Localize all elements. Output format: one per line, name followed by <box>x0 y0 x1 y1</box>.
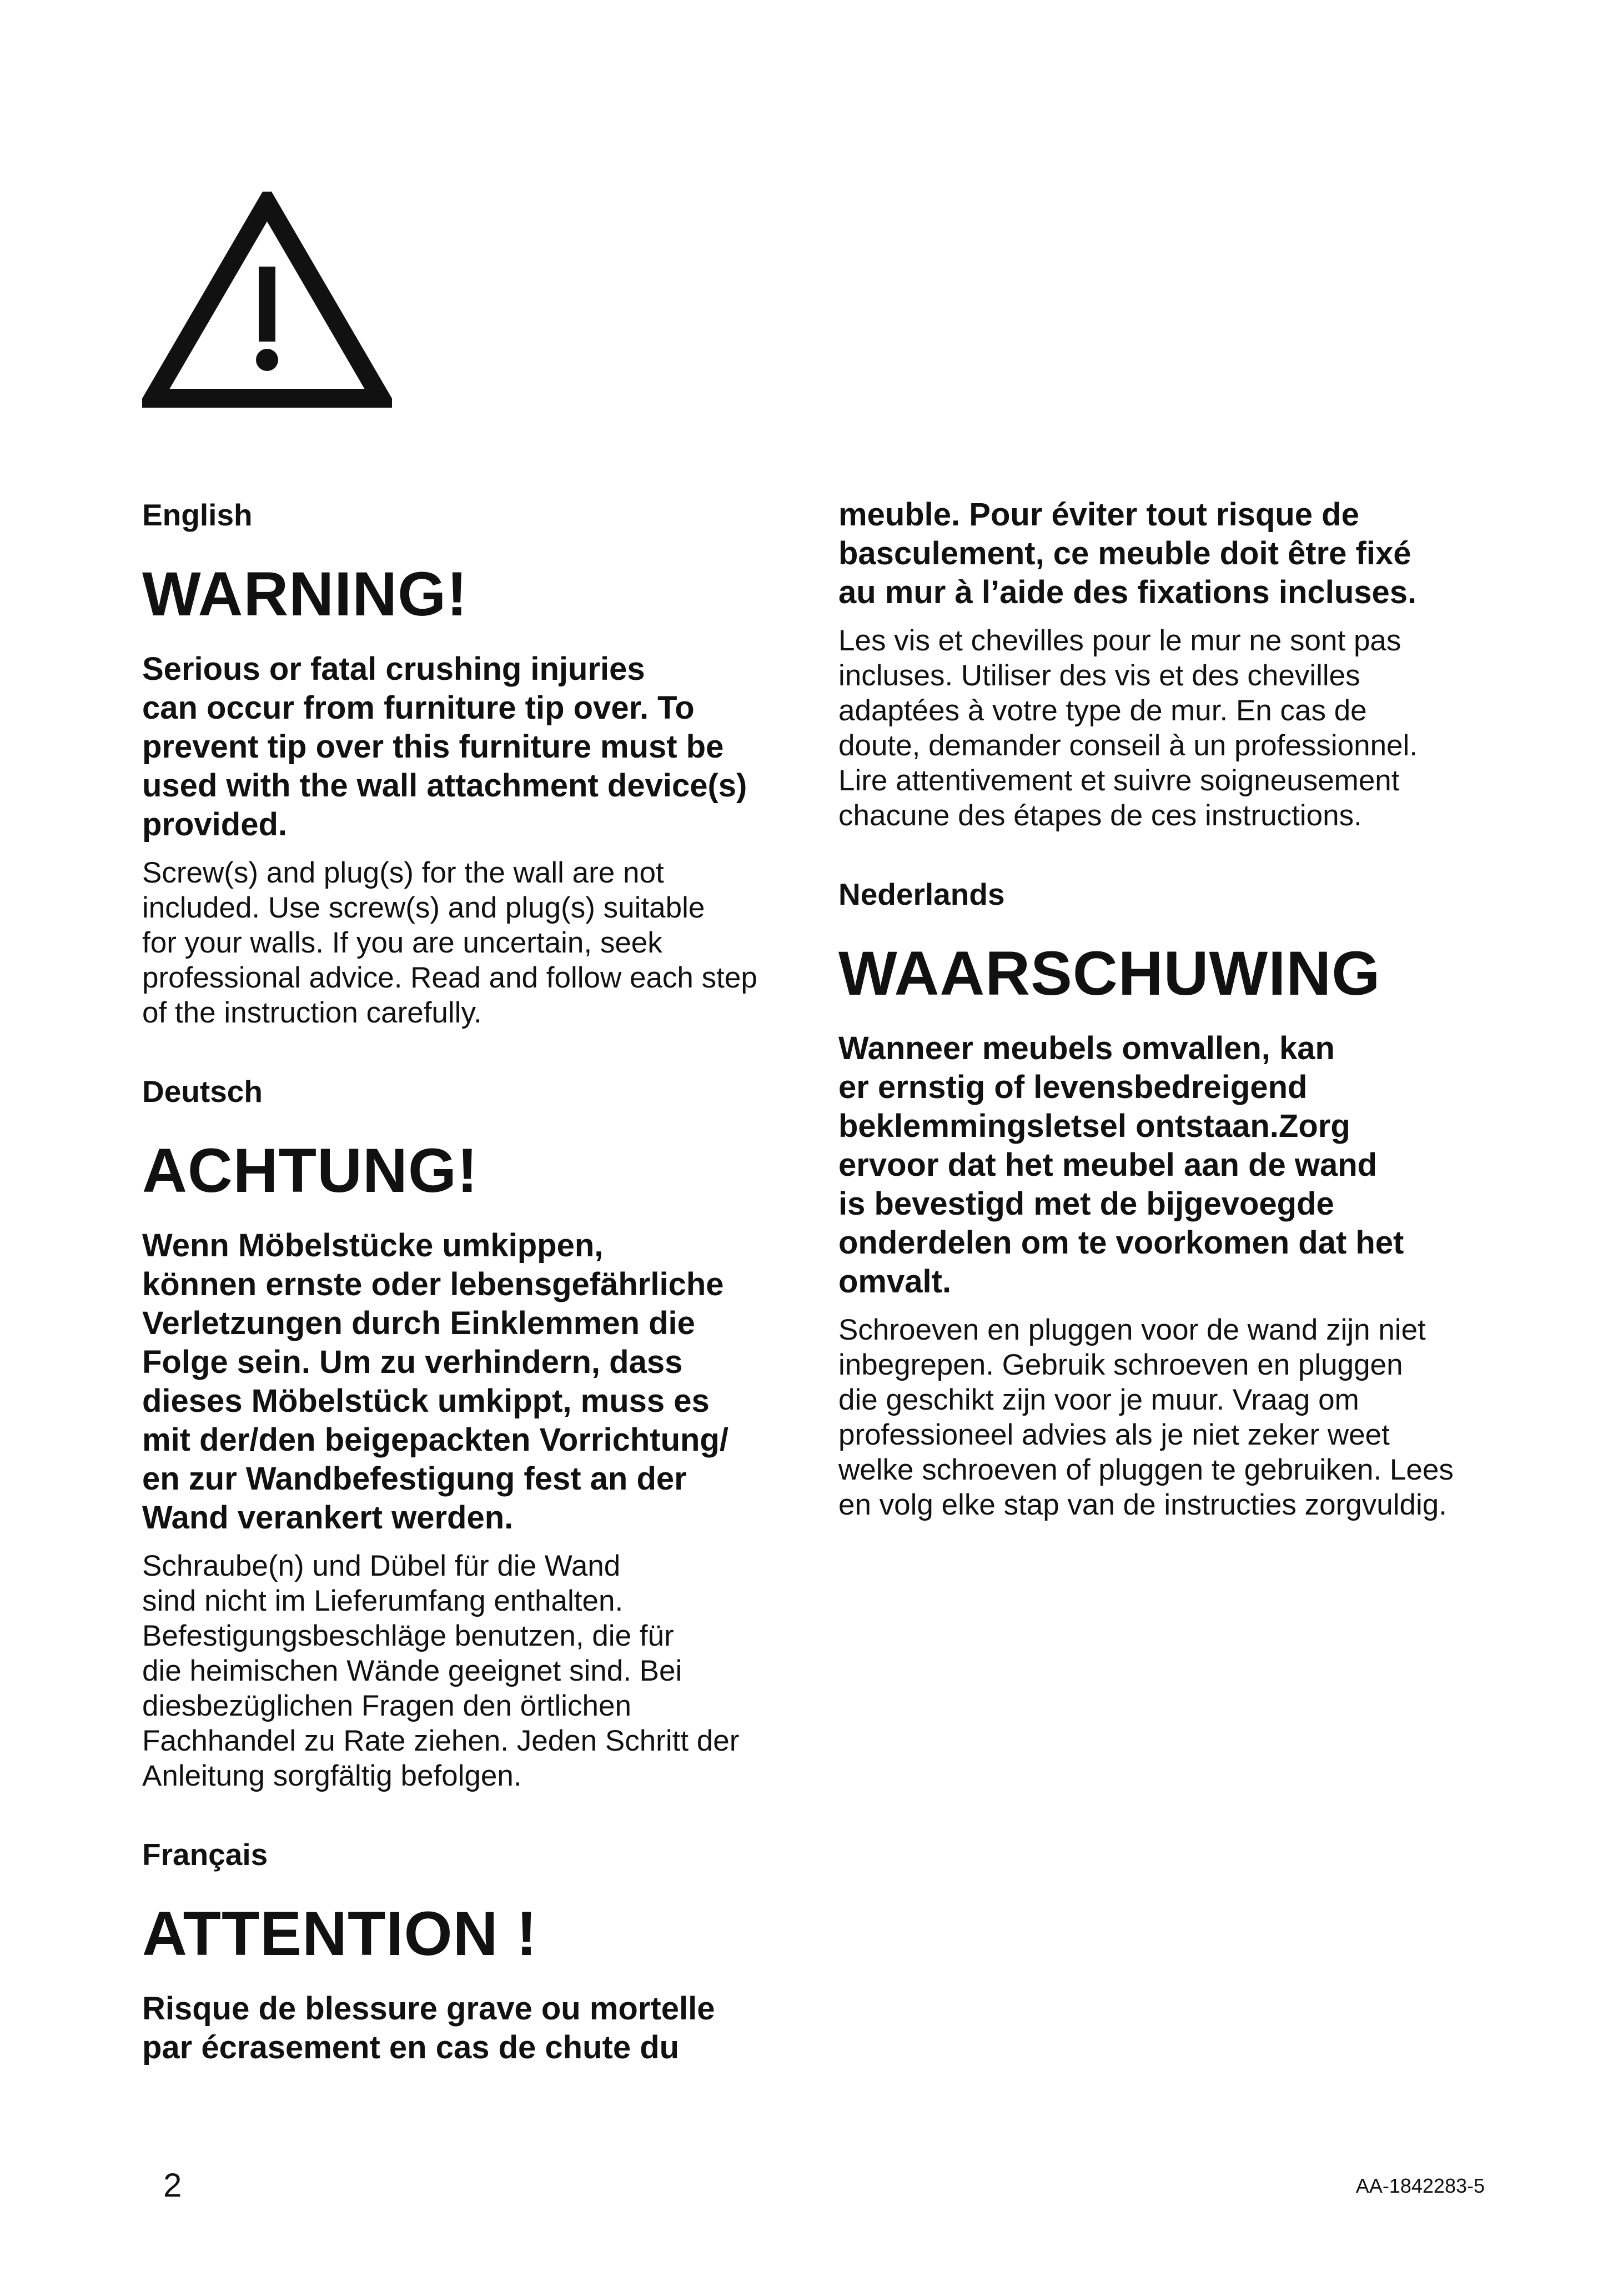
text-line: Wanneer meubels omvallen, kan <box>838 1030 1335 1066</box>
section-deutsch <box>142 1072 808 1793</box>
text-line: Fachhandel zu Rate ziehen. Jeden Schritt der <box>142 1724 740 1757</box>
warning-heading: WARNING! <box>142 559 468 629</box>
text-line: sind nicht im Lieferumfang enthalten. <box>142 1585 624 1617</box>
text-line: par écrasement en cas de chute du <box>142 2029 680 2066</box>
language-label: Français <box>142 1837 268 1872</box>
text-line: Wand verankert werden. <box>142 1500 514 1536</box>
text-line: Befestigungsbeschläge benutzen, die für <box>142 1620 674 1652</box>
section-francais-continued <box>838 495 1505 833</box>
warning-heading: ATTENTION ! <box>142 1899 537 1968</box>
text-line: is bevestigd met de bijgevoegde <box>838 1186 1334 1222</box>
text-line: die geschikt zijn voor je muur. Vraag om <box>838 1383 1359 1416</box>
text-line: omvalt. <box>838 1264 952 1300</box>
warning-bold-text <box>838 495 1505 612</box>
text-line: diesbezüglichen Fragen den örtlichen <box>142 1690 631 1722</box>
text-line: beklemmingsletsel ontstaan.Zorg <box>838 1108 1350 1144</box>
text-line: Risque de blessure grave ou mortelle <box>142 1991 715 2027</box>
text-line: incluses. Utiliser des vis et des chevilles <box>838 659 1360 692</box>
warning-body-text <box>142 1548 808 1793</box>
warning-heading: WAARSCHUWING <box>838 939 1381 1008</box>
section-francais <box>142 1835 808 2067</box>
language-label: English <box>142 498 253 532</box>
warning-bold-text <box>838 1029 1505 1301</box>
warning-body-text <box>838 1312 1505 1522</box>
language-label: Deutsch <box>142 1074 263 1109</box>
text-line: Folge sein. Um zu verhindern, dass <box>142 1344 683 1380</box>
text-line: en volg elke stap van de instructies zorgvuldig. <box>838 1488 1447 1521</box>
text-line: basculement, ce meuble doit être fixé <box>838 535 1411 572</box>
text-line: onderdelen om te voorkomen dat het <box>838 1225 1404 1261</box>
warning-body-text <box>142 855 808 1030</box>
text-line: can occur from furniture tip over. To <box>142 690 695 726</box>
text-line: meuble. Pour éviter tout risque de <box>838 497 1359 533</box>
text-line: Schroeven en pluggen voor de wand zijn niet <box>838 1314 1426 1346</box>
text-line: die heimischen Wände geeignet sind. Bei <box>142 1655 682 1687</box>
text-line: professional advice. Read and follow each step <box>142 961 757 994</box>
language-label: Nederlands <box>838 877 1005 911</box>
text-line: chacune des étapes de ces instructions. <box>838 799 1362 832</box>
section-english <box>142 495 808 1030</box>
warning-heading: ACHTUNG! <box>142 1136 479 1205</box>
warning-bold-text <box>142 1226 808 1537</box>
text-line: Wenn Möbelstücke umkippen, <box>142 1227 604 1264</box>
warning-bold-text <box>142 1989 808 2067</box>
text-line: ervoor dat het meubel aan de wand <box>838 1147 1378 1183</box>
text-line: Serious or fatal crushing injuries <box>142 651 645 687</box>
text-line: Lire attentivement et suivre soigneusement <box>838 764 1400 797</box>
text-line: used with the wall attachment device(s) <box>142 768 747 804</box>
text-line: welke schroeven of pluggen te gebruiken. Lees <box>838 1453 1454 1486</box>
warning-body-text <box>838 623 1505 833</box>
text-line: dieses Möbelstück umkippt, muss es <box>142 1383 710 1419</box>
text-line: for your walls. If you are uncertain, seek <box>142 926 662 959</box>
text-line: Anleitung sorgfältig befolgen. <box>142 1759 522 1792</box>
text-line: included. Use screw(s) and plug(s) suitable <box>142 891 705 924</box>
text-line: können ernste oder lebensgefährliche <box>142 1266 724 1302</box>
text-line: Schraube(n) und Dübel für die Wand <box>142 1550 621 1582</box>
document-code: AA-1842283-5 <box>1355 2174 1485 2197</box>
text-line: professioneel advies als je niet zeker weet <box>838 1418 1390 1451</box>
warning-bold-text <box>142 650 808 844</box>
text-line: Verletzungen durch Einklemmen die <box>142 1305 695 1341</box>
right-column <box>838 495 1505 1522</box>
text-line: er ernstig of levensbedreigend <box>838 1069 1308 1105</box>
text-line: provided. <box>142 806 288 843</box>
page-number: 2 <box>163 2167 182 2204</box>
text-line: inbegrepen. Gebruik schroeven en pluggen <box>838 1348 1403 1381</box>
text-line: adaptées à votre type de mur. En cas de <box>838 694 1367 727</box>
text-line: of the instruction carefully. <box>142 996 482 1029</box>
left-column <box>142 495 808 2078</box>
text-line: prevent tip over this furniture must be <box>142 729 724 765</box>
text-line: doute, demander conseil à un professionnel. <box>838 729 1418 762</box>
text-line: mit der/den beigepackten Vorrichtung/ <box>142 1422 728 1458</box>
warning-triangle-icon <box>142 192 392 408</box>
text-line: au mur à l’aide des fixations incluses. <box>838 574 1417 610</box>
text-line: Les vis et chevilles pour le mur ne sont pas <box>838 624 1401 657</box>
text-line: Screw(s) and plug(s) for the wall are not <box>142 856 664 889</box>
text-line: en zur Wandbefestigung fest an der <box>142 1461 687 1497</box>
section-nederlands <box>838 875 1505 1522</box>
